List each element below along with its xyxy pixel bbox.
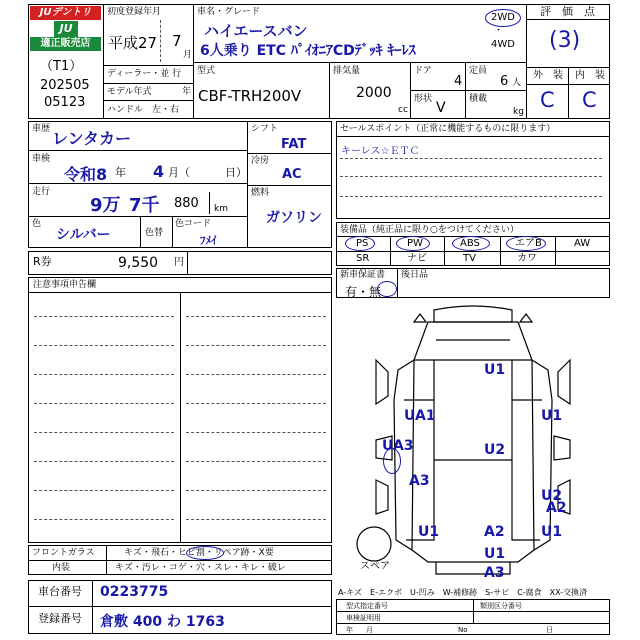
type-cert-label: 型式指定番号 [346,602,388,610]
interior-label: 内 装 [575,70,605,81]
rating-score: (3) [549,28,581,53]
month-unit: 月 [183,50,193,60]
class-label: 類別区分番号 [480,602,522,610]
lot-number-2: 05123 [44,95,86,110]
car-grade: 6人乗り ETC ﾊﾟｲｵﾆｱCDﾃﾞｯｷ ｷｰﾚｽ [200,43,416,59]
spare-wheel [357,527,391,561]
cert-label: 車検証明用 [346,614,381,622]
rating-label: 評 価 点 [540,5,595,18]
shape-value: V [436,100,446,116]
damage-mark: U1 [484,546,506,562]
warranty-label: 新車保証書 [340,270,386,280]
equipment-pw: PW [407,238,423,249]
mileage-label: 走行 [32,187,51,197]
cert-no-label: No [458,626,468,634]
equipment-label: 装備品（純正品に限り○をつけてください） [340,225,519,235]
drive-2wd: 2WD [491,12,515,23]
cert-day-label: 日 [546,626,553,634]
equipment-navi: ナビ [407,253,427,264]
interior-value: キズ・汚レ・コゲ・穴・スレ・キレ・破レ [115,563,286,573]
legend: A-キズ E-エクボ U-凹み W-補修跡 S-サビ C-腐食 XX-交換済 [338,588,588,597]
inspection-year-unit: 年 [115,166,126,179]
damage-circle [383,448,401,474]
notes-label: 注意事項申告欄 [33,280,97,290]
history-label: 車歴 [32,124,51,134]
month-separator [160,20,161,62]
plate-value: 倉敷 400 わ 1763 [100,614,225,630]
equipment-ps-circle [345,236,375,251]
equipment-airbag-circle [506,236,546,251]
logo-top: JUデントリ [30,6,101,20]
car-diagram [336,300,610,585]
history-value: レンタカー [52,129,131,148]
inspection-label: 車検 [32,154,51,164]
equipment-abs-circle [452,236,490,251]
equipment-ps: PS [356,238,369,249]
exterior-rating: C [540,88,555,112]
glass-crack-circle [186,546,224,560]
recycle-unit: 円 [174,257,184,268]
warranty-separator: ・ [357,285,370,299]
color-code-value: ﾌﾒｲ [200,234,217,247]
recycle-label: R券 [33,255,52,268]
displacement-value: 2000 [356,85,392,101]
capacity-label: 定員 [469,66,488,76]
car-name-label: 車名・グレード [197,7,261,17]
spare-label: スペア [360,561,390,572]
shift-label: シフト [251,124,279,134]
warranty-value [345,283,381,300]
interior-rating: C [582,88,597,112]
shift-value: FAT [281,137,307,152]
first-registration-month: 7 [172,32,182,50]
equipment-pw-circle [396,236,430,251]
divider [103,4,104,119]
capacity-value: 6 [500,74,509,89]
glass-value: キズ・飛石・ヒビ割・リペア跡・X要 [124,548,274,558]
capacity-unit: 人 [512,78,522,88]
cert-month-label: 月 [366,626,373,634]
car-name: ハイエースバン [204,22,308,40]
equipment-airbag: エアB [515,238,542,249]
damage-mark: A3 [409,473,430,489]
recycle-value: 9,550 [118,255,159,271]
sales-label: セールスポイント（正常に機能するものに限ります） [340,124,556,134]
load-unit: kg [513,107,524,117]
logo-bottom: 適正販売店 [30,37,101,51]
equipment-sr: SR [356,253,370,264]
inspection-day-unit: 日） [225,166,247,179]
first-registration-label: 初度登録年月 [107,7,162,17]
ac-value: AC [282,167,302,182]
equipment-abs: ABS [460,238,480,249]
mileage-rest: 880 [174,196,199,211]
type-value: CBF-TRH200V [198,87,302,105]
damage-mark: UA3 [382,438,414,454]
inspection-month-unit: 月（ [168,166,190,179]
displacement-unit: cc [398,105,408,115]
warranty-yes: 有 [345,285,358,299]
damage-mark: U1 [484,362,506,378]
cert-year-label: 年 [346,626,353,634]
first-registration-era: 平成27 [108,34,158,52]
logo [30,6,101,52]
damage-mark: U1 [541,408,563,424]
displacement-label: 排気量 [333,66,361,76]
damage-mark: UA1 [404,408,436,424]
dealer-label: ディーラー・並 行 [107,69,182,79]
color-label: 色 [32,219,42,229]
mileage-sen: 7千 [129,195,160,216]
exterior-label: 外 装 [533,70,563,81]
glass-label: フロントガラス [32,548,95,558]
equipment-leather: カワ [517,253,537,264]
lot-number-1: 202505 [40,78,90,93]
equipment-tv: TV [463,253,476,264]
mileage-unit: km [214,204,228,214]
drive-dot: ・ [494,26,504,36]
load-label: 積載 [469,94,488,104]
color-code-label: 色コード [175,219,212,229]
damage-mark: A2 [484,524,505,540]
auction-code: （T1） [40,59,83,74]
model-year-label: モデル年式 [107,87,152,97]
interior-label: 内装 [52,563,71,573]
sales-value: キーレス☆ＥＴＣ [341,146,420,157]
warranty-no: 無 [369,285,382,299]
doors-label: ドア [414,66,432,76]
inspection-era: 令和8 [64,165,108,184]
logo-mark: JU [54,21,78,37]
warranty-no-circle [377,281,397,297]
color-value: シルバー [56,227,111,243]
damage-mark: A2 [546,500,567,516]
mileage-man: 9万 [90,195,121,216]
damage-mark: U2 [541,488,563,504]
damage-mark: U1 [541,524,563,540]
model-year-unit: 年 [182,87,192,97]
repaint-label: 色替 [145,228,164,238]
drive-4wd: 4WD [491,39,515,50]
handle-label: ハンドル 左・右 [107,105,180,115]
damage-mark: A3 [484,565,505,581]
equipment-aw: AW [574,238,591,249]
shape-label: 形状 [414,94,433,104]
type-label: 型式 [197,66,216,76]
chassis-label: 車台番号 [38,585,82,598]
inspection-month: 4 [153,162,165,181]
later-items-label: 後日品 [401,270,429,280]
doors-value: 4 [454,74,463,89]
plate-label: 登録番号 [38,612,82,625]
ac-label: 冷房 [251,156,270,166]
damage-mark: U1 [418,524,440,540]
fuel-label: 燃料 [251,188,270,198]
damage-mark: U2 [484,442,506,458]
chassis-value: 0223775 [100,584,169,600]
fuel-value: ガソリン [266,210,322,226]
